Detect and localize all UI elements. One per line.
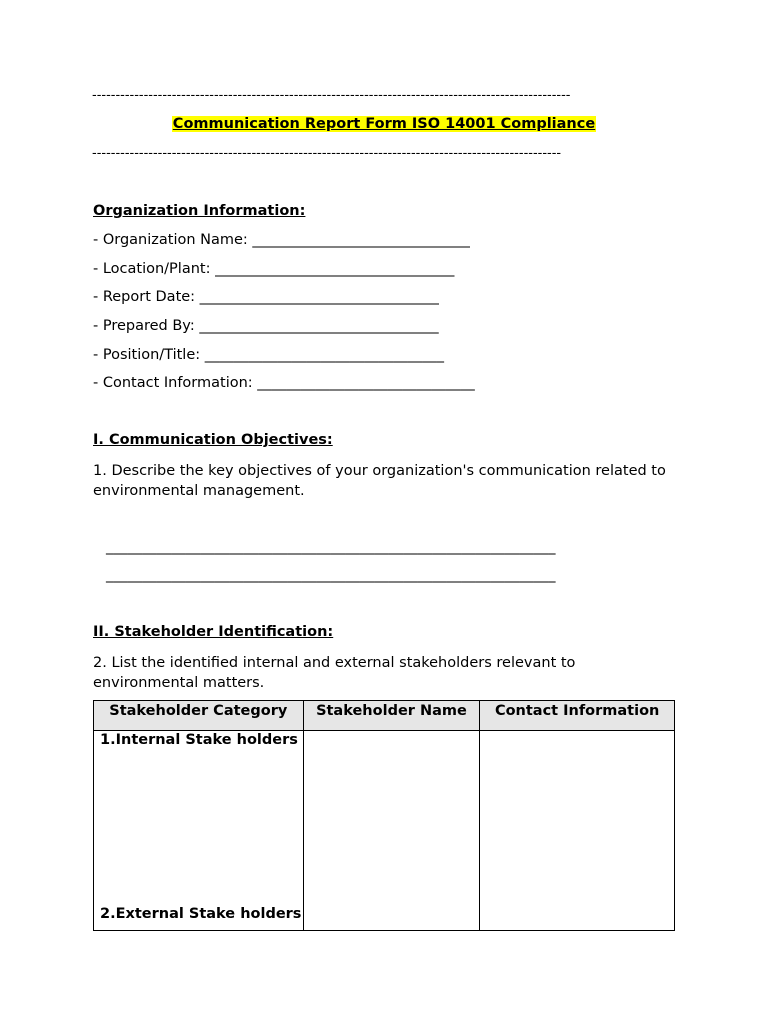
- page-title: [0, 116, 768, 132]
- contact-information-field: - Contact Information: ______________________________: [93, 375, 475, 391]
- objectives-answer-line-1: ______________________________________________________________: [106, 539, 556, 555]
- external-stakeholders-label: 2.External Stake holders: [100, 906, 302, 922]
- page-title-text: Communication Report Form ISO 14001 Compliance: [172, 116, 596, 132]
- table-header-row: [94, 701, 675, 731]
- objectives-question: 1. Describe the key objectives of your organization's communication related to environmental management.: [93, 463, 666, 499]
- report-date-field: - Report Date: _________________________________: [93, 289, 439, 305]
- column-header-contact: Contact Information: [480, 701, 675, 731]
- table-row: [94, 731, 675, 931]
- organization-heading: Organization Information:: [93, 203, 306, 219]
- objectives-heading: I. Communication Objectives:: [93, 432, 333, 448]
- divider-top: ------------------------------------------------------------------------------------------------------: [92, 88, 571, 103]
- location-plant-field: - Location/Plant: _________________________________: [93, 261, 455, 277]
- divider-bottom: ----------------------------------------------------------------------------------------------------: [92, 146, 562, 161]
- objectives-answer-line-2: ______________________________________________________________: [106, 567, 556, 583]
- stakeholders-question: 2. List the identified internal and external stakeholders relevant to environmental matters.: [93, 655, 576, 691]
- internal-stakeholders-label: 1.Internal Stake holders: [100, 732, 298, 748]
- contact-information-cell[interactable]: [480, 731, 675, 931]
- stakeholders-heading: II. Stakeholder Identification:: [93, 624, 334, 640]
- column-header-category: Stakeholder Category: [94, 701, 304, 731]
- column-header-name: Stakeholder Name: [303, 701, 480, 731]
- category-cell: [94, 731, 304, 931]
- organization-name-field: - Organization Name: ______________________________: [93, 232, 470, 248]
- prepared-by-field: - Prepared By: _________________________________: [93, 318, 439, 334]
- stakeholder-table: [93, 700, 675, 931]
- position-title-field: - Position/Title: _________________________________: [93, 347, 445, 363]
- stakeholder-name-cell[interactable]: [303, 731, 480, 931]
